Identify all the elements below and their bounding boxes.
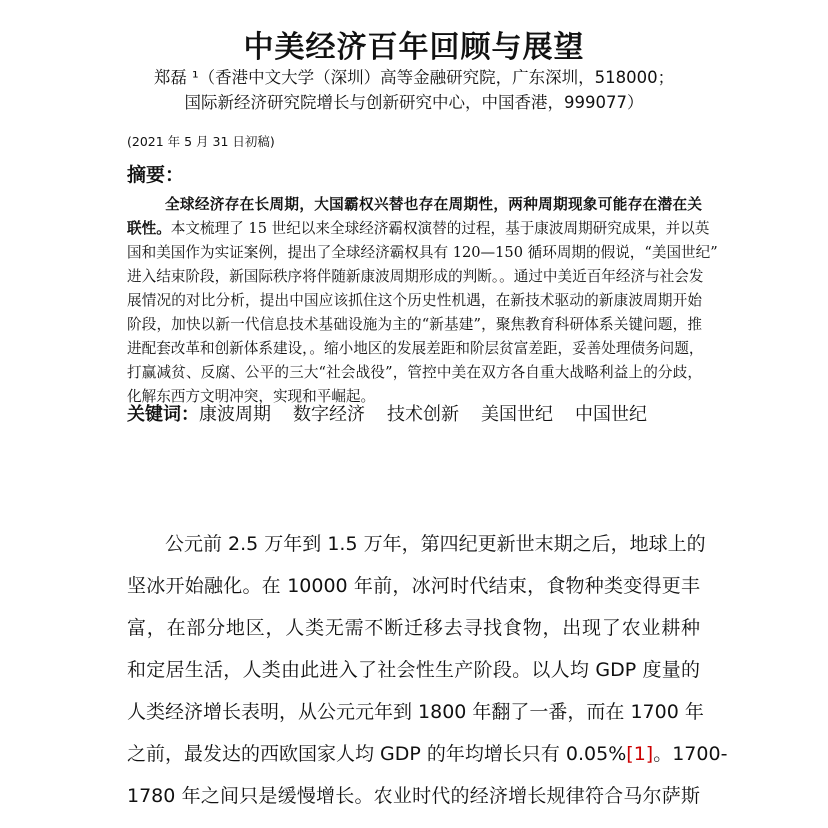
body-line: 公元前 2.5 万年到 1.5 万年，第四纪更新世末期之后，地球上的: [165, 533, 706, 555]
keyword: 康波周期: [199, 404, 271, 425]
abstract-heading: 摘要：: [127, 164, 185, 186]
abstract-text: 本文梳理了 15 世纪以来全球经济霸权演替的过程，基于康波周期研究成果，并以英: [170, 220, 710, 237]
body-line: 人类经济增长表明，从公元元年到 1800 年翻了一番，而在 1700 年: [127, 701, 704, 723]
body-line: 坚冰开始融化。在 10000 年前，冰河时代结束，食物种类变得更丰: [127, 575, 700, 597]
keyword: 中国世纪: [575, 404, 647, 425]
body-line: 富，在部分地区，人类无需不断迁移去寻找食物，出现了农业耕种: [127, 617, 700, 639]
keyword: 美国世纪: [481, 404, 553, 425]
body-line: 和定居生活，人类由此进入了社会性生产阶段。以人均 GDP 度量的: [127, 659, 700, 681]
author-affiliation-line: 郑磊 ¹（香港中文大学（深圳）高等金融研究院，广东深圳，518000；: [153, 68, 675, 87]
abstract-line: 打赢减贫、反腐、公平的三大“社会战役”，管控中美在双方各自重大战略利益上的分歧，: [127, 364, 702, 381]
abstract-line: 化解东西方文明冲突，实现和平崛起。: [127, 388, 376, 405]
abstract-bold-text: 联性。: [127, 220, 171, 237]
keywords-line: [127, 400, 669, 426]
keyword: 技术创新: [387, 404, 459, 425]
abstract-bold-text: 全球经济存在长周期，大国霸权兴替也存在周期性，两种周期现象可能存在潜在关: [165, 196, 702, 213]
author-affiliation-line: 国际新经济研究院增长与创新研究中心，中国香港，999077）: [184, 93, 644, 112]
abstract-line: 阶段，加快以新一代信息技术基础设施为主的“新基建”，聚焦教育科研体系关键问题，推: [127, 316, 702, 333]
keywords-label: 关键词：: [127, 404, 199, 425]
citation-link[interactable]: [1]: [626, 743, 654, 765]
body-text: 。1700-: [653, 743, 728, 765]
abstract-line: [165, 193, 702, 214]
abstract-line: 进配套改革和创新体系建设，。缩小地区的发展差距和阶层贫富差距，妥善处理债务问题，: [127, 340, 704, 357]
draft-date: (2021 年 5 月 31 日初稿): [127, 134, 275, 149]
abstract-line: 进入结束阶段，新国际秩序将伴随新康波周期形成的判断。。通过中美近百年经济与社会发: [127, 268, 704, 285]
body-line: 1780 年之间只是缓慢增长。农业时代的经济增长规律符合马尔萨斯: [127, 785, 700, 807]
abstract-line: 展情况的对比分析，提出中国应该抓住这个历史性机遇，在新技术驱动的新康波周期开始: [127, 292, 702, 309]
document-title: 中美经济百年回顾与展望: [243, 30, 585, 65]
keyword: 数字经济: [293, 404, 365, 425]
body-text: 之前，最发达的西欧国家人均 GDP 的年均增长只有 0.05%: [127, 743, 627, 765]
abstract-line: [127, 217, 710, 238]
abstract-line: 国和美国作为实证案例，提出了全球经济霸权具有 120—150 循环周期的假说，“美国世纪”: [127, 244, 718, 261]
body-line: [127, 739, 728, 766]
